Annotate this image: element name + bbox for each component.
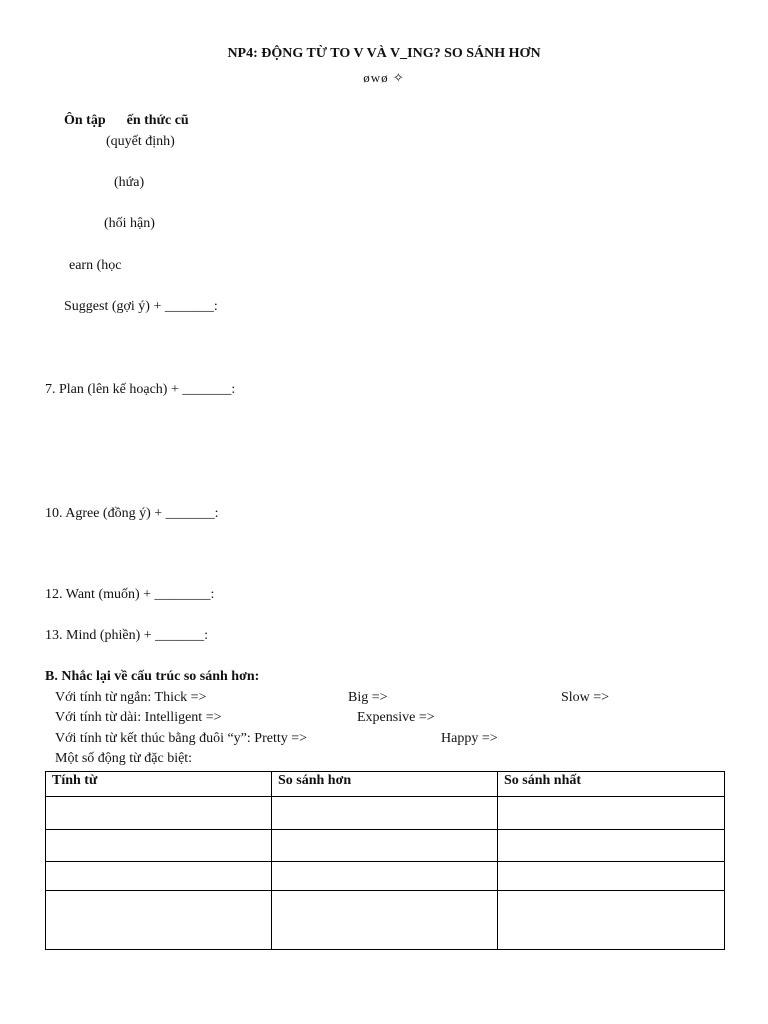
table-row: [46, 830, 725, 862]
short-adjective-big: Big =>: [348, 690, 388, 705]
section-a-heading-part1: Ôn tập: [64, 113, 106, 128]
table-cell[interactable]: [46, 862, 272, 891]
header-adjective: Tính từ: [46, 772, 272, 797]
item-learn: earn (học: [69, 258, 122, 273]
special-verbs-label: Một số động từ đặc biệt:: [55, 751, 193, 766]
y-adjective-happy: Happy =>: [441, 731, 498, 746]
y-adjective-line: Với tính từ kết thúc bằng đuôi “y”: Pretty =>: [55, 731, 308, 746]
table-cell[interactable]: [272, 862, 498, 891]
section-a-heading: [64, 113, 189, 129]
table-cell[interactable]: [272, 830, 498, 862]
item-regret: (hối hận): [104, 216, 155, 231]
table-cell[interactable]: [46, 830, 272, 862]
table-cell[interactable]: [498, 797, 725, 830]
table-header-row: [46, 772, 725, 797]
item-agree: 10. Agree (đồng ý) + _______:: [45, 506, 219, 521]
long-adjective-line: Với tính từ dài: Intelligent =>: [55, 710, 222, 725]
short-adjective-line: Với tính từ ngắn: Thick =>: [55, 690, 207, 705]
item-suggest: Suggest (gợi ý) + _______:: [64, 299, 218, 314]
table-cell[interactable]: [272, 891, 498, 950]
table-cell[interactable]: [46, 891, 272, 950]
table-cell[interactable]: [498, 891, 725, 950]
section-b-heading: B. Nhắc lại về cấu trúc so sánh hơn:: [45, 669, 260, 684]
long-adjective-expensive: Expensive =>: [357, 710, 435, 725]
table-cell[interactable]: [46, 797, 272, 830]
item-plan: 7. Plan (lên kế hoạch) + _______:: [45, 382, 236, 397]
decorative-subtitle: øwø ✧: [363, 70, 405, 85]
table-cell[interactable]: [272, 797, 498, 830]
item-want: 12. Want (muốn) + ________:: [45, 587, 215, 602]
table-cell[interactable]: [498, 862, 725, 891]
table-row: [46, 797, 725, 830]
page-title: NP4: ĐỘNG TỪ TO V VÀ V_ING? SO SÁNH HƠN: [227, 46, 541, 61]
item-promise: (hứa): [114, 175, 145, 190]
item-mind: 13. Mind (phiền) + _______:: [45, 628, 209, 643]
table-row: [46, 891, 725, 950]
header-comparative: So sánh hơn: [272, 772, 498, 797]
comparison-table: [45, 771, 725, 950]
table-row: [46, 862, 725, 891]
header-superlative: So sánh nhất: [498, 772, 725, 797]
table-cell[interactable]: [498, 830, 725, 862]
item-decide: (quyết định): [106, 134, 175, 149]
section-a-heading-part2: ến thức cũ: [126, 113, 189, 128]
short-adjective-slow: Slow =>: [561, 690, 610, 705]
